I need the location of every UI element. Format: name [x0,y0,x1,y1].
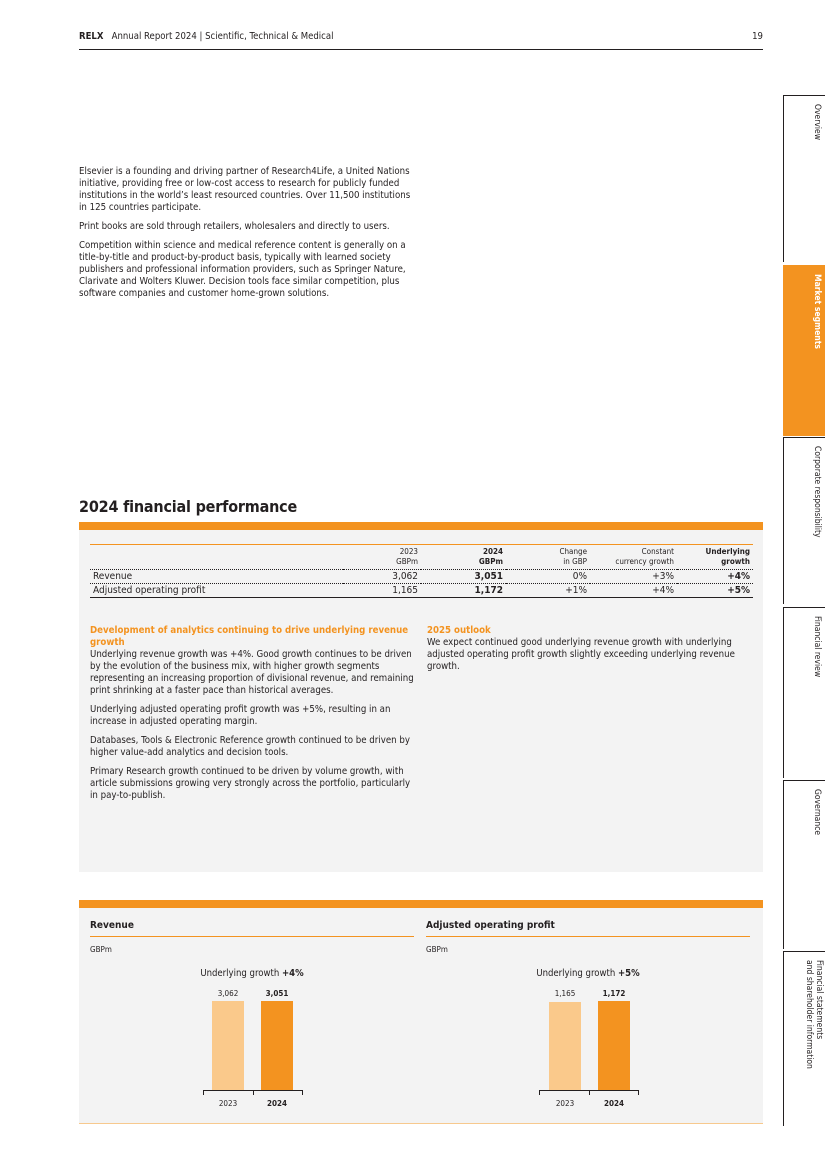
table-row [90,570,753,584]
side-tab-label: Market segments [812,274,822,349]
bar-2024 [598,1001,630,1090]
table-header-row [90,545,753,570]
profit-chart [426,915,750,1108]
financial-table [90,544,753,598]
development-commentary [90,625,414,809]
revenue-chart [90,915,414,1108]
commentary-paragraph: Primary Research growth continued to be driven by volume growth, with article submissions growing very strongly across the portfolio, particularly in pay-to-publish. [90,766,411,801]
side-tab-financial-statements[interactable] [783,951,825,1126]
bar-value-label: 3,051 [265,989,289,998]
row-label: Adjusted operating profit [90,584,343,598]
caption-prefix: Underlying growth [536,968,616,979]
cell-change: +1% [506,584,590,598]
caption-value: +5% [618,968,640,979]
caption-prefix: Underlying growth [200,968,280,979]
col-2024-header: 2024 GBPm [421,545,506,570]
bar-value-label: 1,165 [554,989,576,998]
side-tab-label: Financial statements and shareholder information [804,960,824,1069]
outlook-commentary [427,625,755,680]
category-label: 2023 [218,1099,238,1108]
side-tab-overview[interactable] [783,95,825,262]
axis-tick [539,1090,540,1095]
cell-2024: 1,172 [421,584,506,598]
side-tab-label: Governance [812,789,822,836]
bar-value-label: 3,062 [217,989,239,998]
side-tab-financial-review[interactable] [783,607,825,778]
side-tab-corporate-responsibility[interactable] [783,437,825,604]
cell-2023: 1,165 [343,584,421,598]
outlook-paragraph: We expect continued good underlying revenue growth with underlying adjusted operating profit growth slightly exceeding underlying revenue growth. [427,637,735,672]
side-tab-label: Corporate responsibility [812,446,822,538]
report-title: Annual Report 2024 | Scientific, Technical & Medical [111,31,334,42]
chart-rule [426,936,750,937]
intro-paragraph: Competition within science and medical reference content is generally on a title-by-title and product-by-product basis, typically with learned society publishers and professional information providers, such as Springer Nature, Clarivate and Wolters Kluwer. Decision tools face similar competition, plus software companies and customer home-grown solutions. [79,240,406,299]
cell-change: 0% [506,570,590,584]
category-label: 2024 [603,1099,625,1108]
bar-2023 [549,1002,581,1090]
table-row [90,584,753,598]
row-label: Revenue [90,570,343,584]
table-header-empty [90,545,343,570]
page-number: 19 [752,31,763,42]
chart-caption [426,968,750,979]
chart-rule [90,936,414,937]
page-header [79,31,763,50]
chart-title: Revenue [90,920,134,931]
bar-2024 [261,1001,293,1090]
outlook-heading: 2025 outlook [427,625,491,636]
chart-title: Adjusted operating profit [426,920,555,931]
axis-tick [589,1090,590,1095]
chart-accent-bar [79,900,763,908]
side-tab-market-segments[interactable] [783,265,825,436]
bar-value-label: 1,172 [602,989,626,998]
axis-tick [638,1090,639,1095]
category-label: 2024 [266,1099,288,1108]
cell-underlying: +5% [677,584,753,598]
brand-name: RELX [79,31,104,42]
commentary-paragraph: Underlying adjusted operating profit growth was +5%, resulting in an increase in adjusted operating margin. [90,704,391,727]
side-tab-label: Overview [812,104,822,141]
cell-constant: +4% [590,584,677,598]
side-tab-label: Financial review [812,616,822,678]
category-label: 2023 [555,1099,575,1108]
development-heading: Development of analytics continuing to drive underlying revenue growth [90,625,409,648]
bottom-rule [79,1123,763,1124]
col-underlying-header: Underlying growth [677,545,753,570]
bar-2023 [212,1001,244,1090]
commentary-paragraph: Databases, Tools & Electronic Reference growth continued to be driven by higher value-add analytics and decision tools. [90,735,410,758]
chart-unit: GBPm [90,945,112,954]
section-accent-bar [79,522,763,530]
col-change-header: Change in GBP [506,545,590,570]
intro-paragraph: Elsevier is a founding and driving partner of Research4Life, a United Nations initiative, providing free or low-cost access to research for publicly funded institutions in the world’s least resourced countries. Over 11,500 institutions in 125 countries participate. [79,166,411,213]
cell-constant: +3% [590,570,677,584]
commentary-paragraph: Underlying revenue growth was +4%. Good growth continues to be driven by the evolution of the business mix, with higher growth segments representing an increasing proportion of divisional revenue, and remaining print shrinking at a faster pace than historical averages. [90,649,414,696]
col-constant-header: Constant currency growth [590,545,677,570]
chart-caption [90,968,414,979]
col-2023-header: 2023 GBPm [343,545,421,570]
chart-unit: GBPm [426,945,448,954]
cell-2024: 3,051 [421,570,506,584]
axis-tick [203,1090,204,1095]
side-tab-governance[interactable] [783,780,825,949]
caption-value: +4% [282,968,304,979]
intro-paragraph: Print books are sold through retailers, wholesalers and directly to users. [79,221,390,232]
section-title: 2024 financial performance [79,497,298,516]
cell-underlying: +4% [677,570,753,584]
axis-tick [253,1090,254,1095]
axis-tick [302,1090,303,1095]
intro-text [79,166,419,307]
cell-2023: 3,062 [343,570,421,584]
